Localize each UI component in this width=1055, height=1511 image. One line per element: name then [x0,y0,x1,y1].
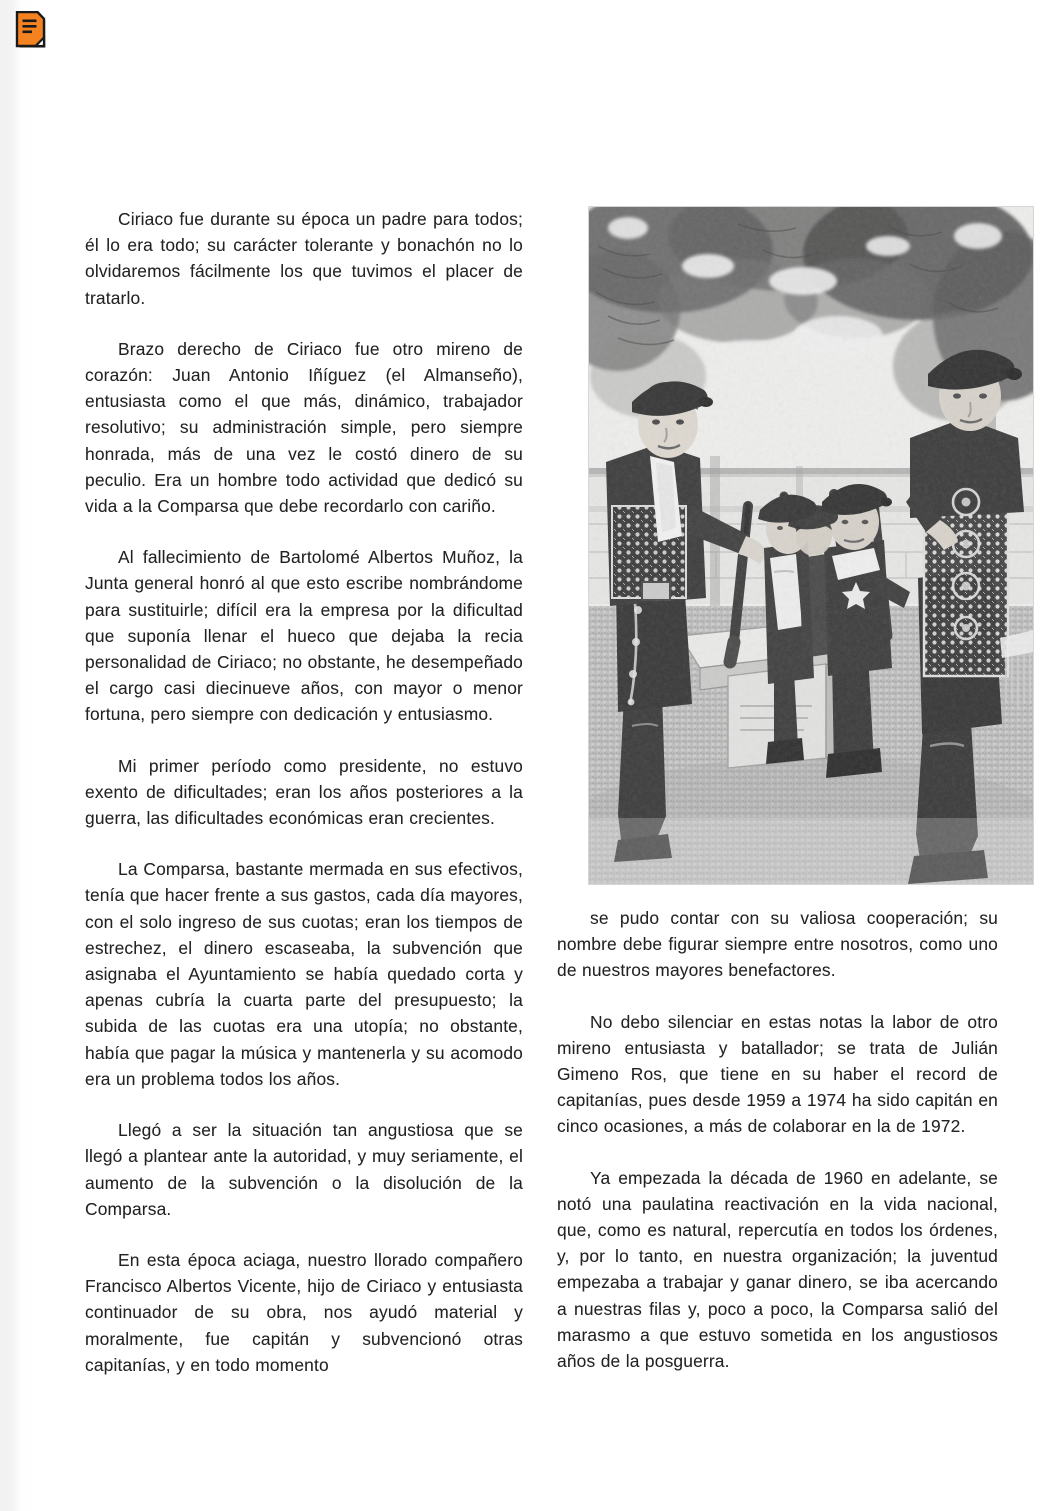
paragraph: No debo silenciar en estas notas la labor de otro mireno entusiasta y batallador; se trata de Julián Gimeno Ros, que tiene en su haber el record de capitanías, pues desde 1959 a 1974 ha sido capitán en cinco ocasiones, a más de colaborar en la de 1972. [557,1011,998,1137]
scan-gutter-falloff [21,0,37,1511]
text-column-right [557,905,998,1374]
paragraph: Ya empezada la década de 1960 en adelante, se notó una paulatina reactivación en la vida nacional, que, como es natural, repercutía en todos los órdenes, y, por lo tanto, en nuestra organización; la juventud empezaba a trabajar y ganar dinero, se iba acercando a nuestras filas y, poco a poco, la Comparsa salió del marasmo a que estuvo sometida en los angustiosos años de la posguerra. [557,1167,998,1372]
paragraph: En esta época aciaga, nuestro llorado compañero Francisco Albertos Vicente, hijo de Ciriaco y entusiasta continuador de su obra, nos ayudó material y moralmente, fue capitán y subvencionó otras capitanías, y en todo momento [85,1249,523,1375]
paragraph: Ciriaco fue durante su época un padre para todos; él lo era todo; su carácter tolerante y bonachón no lo olvidaremos fácilmente los que tuvimos el placer de tratarlo. [85,209,523,308]
paragraph: se pudo contar con su valiosa cooperación; su nombre debe figurar siempre entre nosotros, como uno de nuestros mayores benefactores. [557,908,998,981]
text-column-left [85,206,523,1378]
scan-gutter-shadow [0,0,21,1511]
paragraph: La Comparsa, bastante mermada en sus efectivos, tenía que hacer frente a sus gastos, cada día mayores, con el solo ingreso de sus cuotas; eran los tiempos de estrechez, el dinero escaseaba, la subvención que asignaba el Ayuntamiento se había quedado corta y apenas cubría la cuarta parte del presupuesto; la subida de las cuotas era una utopía; no obstante, había que pagar la música y mantenerla y su acomodo era un problema todos los años. [85,859,523,1089]
document-page-icon[interactable] [14,11,48,51]
comparsa-group-photo [588,206,1034,885]
paragraph: Brazo derecho de Ciriaco fue otro mireno de corazón: Juan Antonio Iñíguez (el Almanseño), entusiasta como el que más, dinámico, trabajador resolutivo; su administración simple, pero siempre honrada, más de una vez le costó dinero de su peculio. Era un hombre todo actividad que dedicó su vida a la Comparsa que debe recordarlo con cariño. [85,338,523,517]
paragraph: Llegó a ser la situación tan angustiosa que se llegó a plantear ante la autoridad, y muy seriamente, el aumento de la subvención o la disolución de la Comparsa. [85,1120,523,1219]
paragraph: Al fallecimiento de Bartolomé Albertos Muñoz, la Junta general honró al que esto escribe nombrándome para sustituirle; difícil era la empresa por la dificultad que suponía llenar el hueco que dejaba la recia personalidad de Ciriaco; no obstante, he desempeñado el cargo casi diecinueve años, con mayor o menor fortuna, pero siempre con dedicación y entusiasmo. [85,547,523,725]
paragraph: Mi primer período como presidente, no estuvo exento de dificultades; eran los años posteriores a la guerra, las dificultades económicas eran crecientes. [85,755,523,829]
